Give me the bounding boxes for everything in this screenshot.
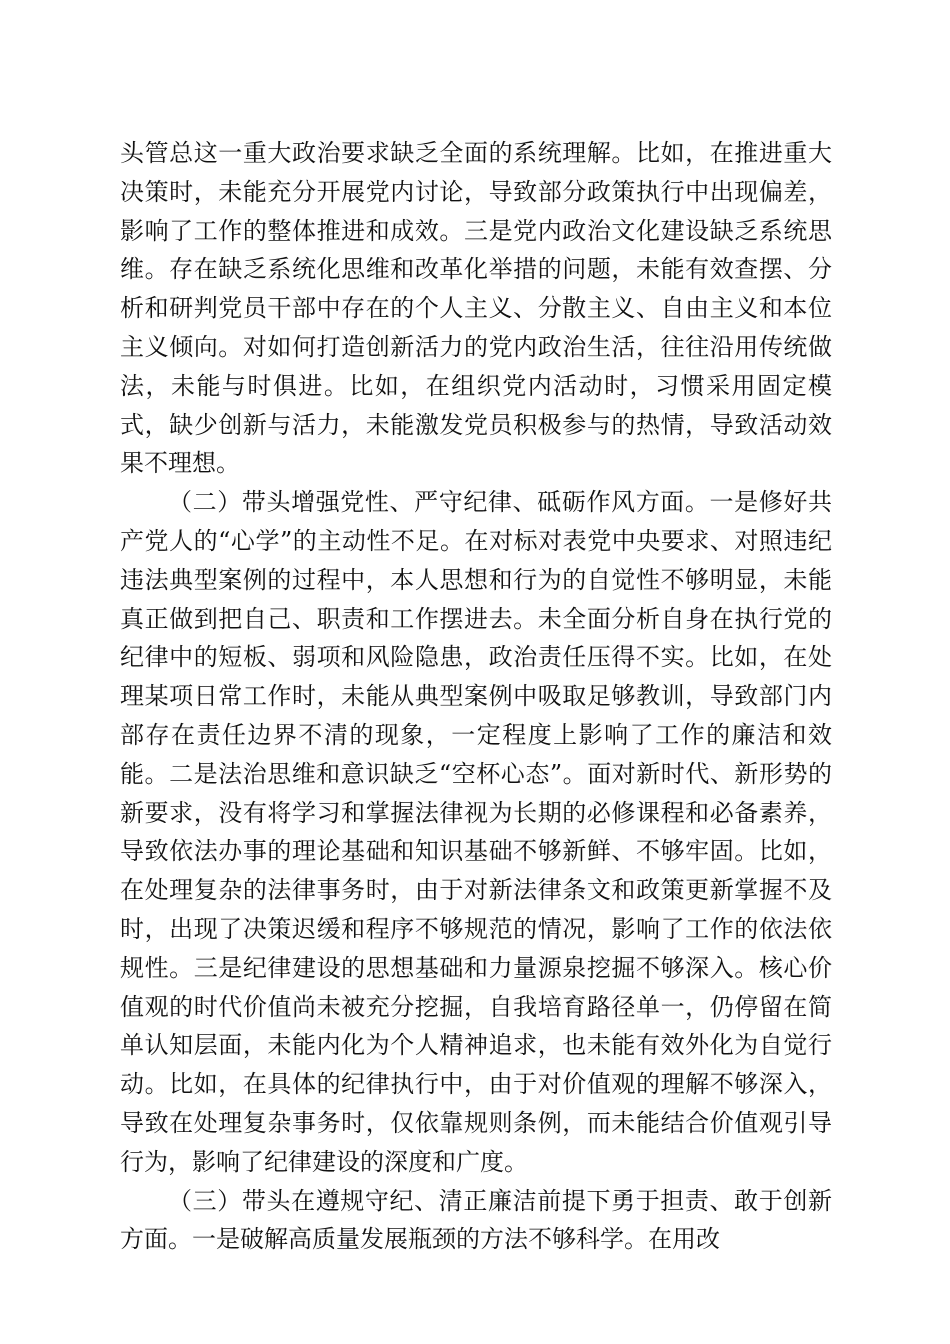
document-body: [120, 134, 832, 1259]
paragraph-continuation: 头管总这一重大政治要求缺乏全面的系统理解。比如，在推进重大决策时，未能充分开展党内讨论，导致部分政策执行中出现偏差，影响了工作的整体推进和成效。三是党内政治文化建设缺乏系统思维。存在缺乏系统化思维和改革化举措的问题，未能有效查摆、分析和研判党员干部中存在的个人主义、分散主义、自由主义和本位主义倾向。对如何打造创新活力的党内政治生活，往往沿用传统做法，未能与时俱进。比如，在组织党内活动时，习惯采用固定模式，缺少创新与活力，未能激发党员积极参与的热情，导致活动效果不理想。: [120, 139, 832, 478]
paragraph-section-2: （二）带头增强党性、严守纪律、砥砺作风方面。一是修好共产党人的“心学”的主动性不足。在对标对表党中央要求、对照违纪违法典型案例的过程中，本人思想和行为的自觉性不够明显，未能真正做到把自己、职责和工作摆进去。未全面分析自身在执行党的纪律中的短板、弱项和风险隐患，政治责任压得不实。比如，在处理某项日常工作时，未能从典型案例中吸取足够教训，导致部门内部存在责任边界不清的现象，一定程度上影响了工作的廉洁和效能。二是法治思维和意识缺乏“空杯心态”。面对新时代、新形势的新要求，没有将学习和掌握法律视为长期的必修课程和必备素养，导致依法办事的理论基础和知识基础不够新鲜、不够牢固。比如，在处理复杂的法律事务时，由于对新法律条文和政策更新掌握不及时，出现了决策迟缓和程序不够规范的情况，影响了工作的依法依规性。三是纪律建设的思想基础和力量源泉挖掘不够深入。核心价值观的时代价值尚未被充分挖掘，自我培育路径单一，仍停留在简单认知层面，未能内化为个人精神追求，也未能有效外化为自觉行动。比如，在具体的纪律执行中，由于对价值观的理解不够深入，导致在处理复杂事务时，仅依靠规则条例，而未能结合价值观引导行为，影响了纪律建设的深度和广度。: [120, 488, 832, 1176]
paragraph-section-3: （三）带头在遵规守纪、清正廉洁前提下勇于担责、敢于创新方面。一是破解高质量发展瓶颈的方法不够科学。在用改: [120, 1186, 832, 1254]
